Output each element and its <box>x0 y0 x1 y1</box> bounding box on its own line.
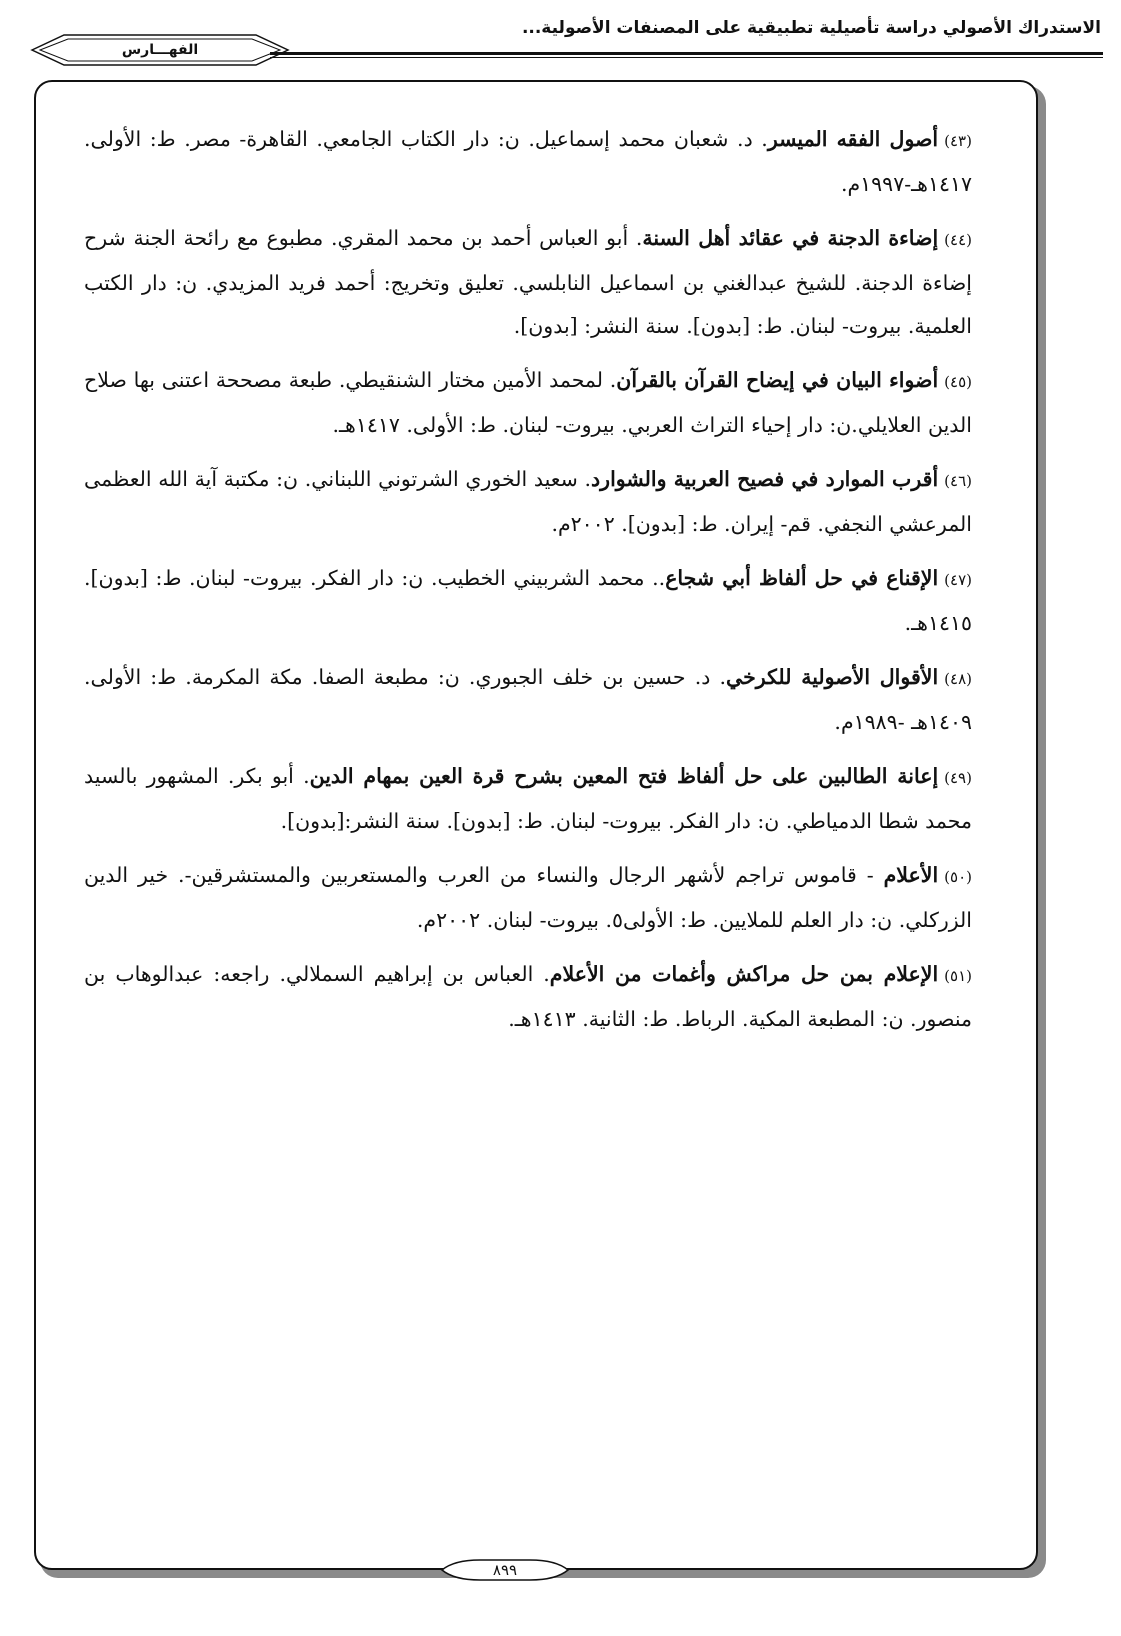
entry-details: .. محمد الشربيني الخطيب. ن: دار الفكر. بيروت- لبنان. ط: [بدون]. ١٤١٥هـ. <box>84 566 972 635</box>
header-rule <box>270 52 1103 58</box>
page-number: ٨٩٩ <box>492 1561 518 1579</box>
bibliography-entry-51 <box>84 953 972 1041</box>
bibliography-entry-47 <box>84 557 972 645</box>
entry-title: الأقوال الأصولية للكرخي <box>726 665 939 689</box>
entry-title: الإقناع في حل ألفاظ أبي شجاع <box>665 566 939 590</box>
bibliography-list <box>84 118 972 1052</box>
bibliography-entry-46 <box>84 458 972 546</box>
entry-number: (٤٦) <box>944 472 972 490</box>
entry-number: (٤٤) <box>944 231 973 249</box>
entry-details: . د. حسين بن خلف الجبوري. ن: مطبعة الصفا. مكة المكرمة. ط: الأولى. ١٤٠٩هـ -١٩٨٩م. <box>84 665 972 734</box>
entry-title: أقرب الموارد في فصيح العربية والشوارد <box>591 467 939 491</box>
page-number-badge <box>440 1558 570 1582</box>
bibliography-entry-45 <box>84 359 972 447</box>
bibliography-entry-43 <box>84 118 972 206</box>
bibliography-entry-44 <box>84 217 972 348</box>
entry-number: (٤٣) <box>944 132 972 150</box>
section-badge <box>30 32 290 68</box>
entry-details: . د. شعبان محمد إسماعيل. ن: دار الكتاب الجامعي. القاهرة- مصر. ط: الأولى. ١٤١٧هـ-١٩٩٧م. <box>84 127 972 196</box>
entry-number: (٥٠) <box>944 868 972 886</box>
running-header-title: الاستدراك الأصولي دراسة تأصيلية تطبيقية على المصنفات الأصولية... <box>521 18 1101 38</box>
entry-number: (٤٨) <box>944 670 972 688</box>
entry-details: . سعيد الخوري الشرتوني اللبناني. ن: مكتبة آية الله العظمى المرعشي النجفي. قم- إيران. ط: [بدون]. ٢٠٠٢م. <box>84 467 972 536</box>
entry-title: الإعلام بمن حل مراكش وأغمات من الأعلام <box>549 962 939 986</box>
entry-title: الأعلام <box>883 863 939 887</box>
entry-number: (٤٥) <box>944 373 972 391</box>
entry-title: أضواء البيان في إيضاح القرآن بالقرآن <box>616 368 939 392</box>
entry-details: - قاموس تراجم لأشهر الرجال والنساء من العرب والمستعربين والمستشرقين-. خير الدين الزركلي. ن: دار العلم للملايين. ط: الأولى٥. بيروت- لبنان. ٢٠٠٢م. <box>84 863 972 932</box>
entry-number: (٥١) <box>944 967 972 985</box>
entry-number: (٤٧) <box>944 571 973 589</box>
bibliography-entry-50 <box>84 854 972 942</box>
entry-details: . أبو العباس أحمد بن محمد المقري. مطبوع مع رائحة الجنة شرح إضاءة الدجنة. للشيخ عبدالغني بن اسماعيل النابلسي. تعليق وتخريج: أحمد فريد المزيدي. ن: دار الكتب العلمية. بيروت- لبنان. ط: [بدون]. سنة النشر: [بدون]. <box>84 226 972 338</box>
entry-title: إعانة الطالبين على حل ألفاظ فتح المعين بشرح قرة العين بمهام الدين <box>309 764 939 788</box>
entry-details: . لمحمد الأمين مختار الشنقيطي. طبعة مصححة اعتنى بها صلاح الدين العلايلي.ن: دار إحياء التراث العربي. بيروت- لبنان. ط: الأولى. ١٤١٧هـ. <box>84 368 972 437</box>
entry-number: (٤٩) <box>944 769 972 787</box>
bibliography-entry-48 <box>84 656 972 744</box>
section-badge-label: الفهـــارس <box>121 42 199 58</box>
bibliography-entry-49 <box>84 755 972 843</box>
entry-details: . أبو بكر. المشهور بالسيد محمد شطا الدمياطي. ن: دار الفكر. بيروت- لبنان. ط: [بدون]. سنة النشر:[بدون]. <box>84 764 972 833</box>
entry-details: . العباس بن إبراهيم السملالي. راجعه: عبدالوهاب بن منصور. ن: المطبعة المكية. الرباط. ط: الثانية. ١٤١٣هـ. <box>84 962 972 1031</box>
entry-title: أصول الفقه الميسر <box>767 127 939 151</box>
entry-title: إضاءة الدجنة في عقائد أهل السنة <box>642 226 939 250</box>
